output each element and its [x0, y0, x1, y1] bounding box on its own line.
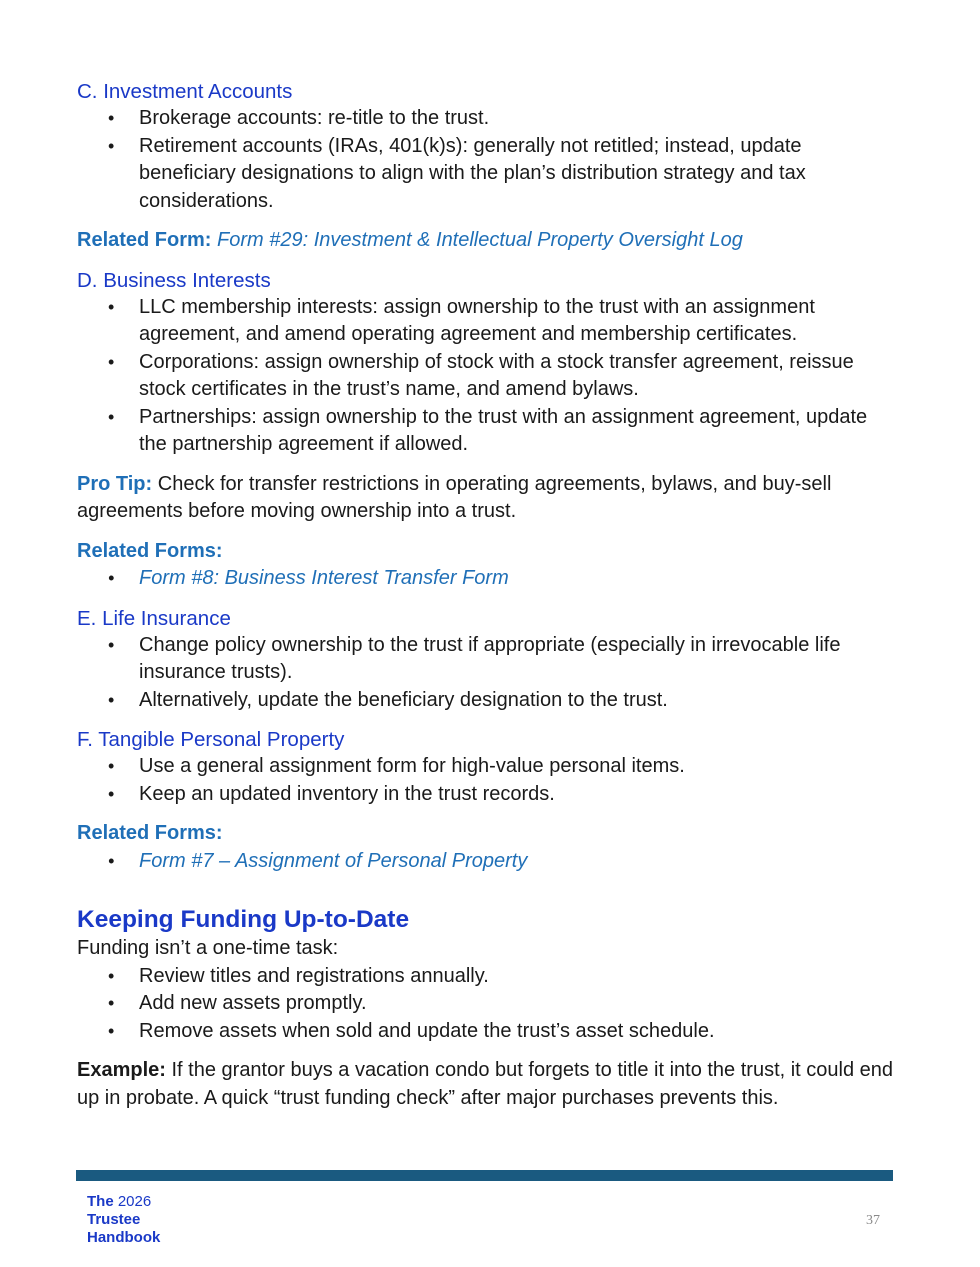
tangible-property-list: [77, 753, 897, 808]
list-item: • Alternatively, update the beneficiary designation to the trust.: [77, 687, 897, 715]
example-label: Example:: [77, 1059, 166, 1081]
list-item: • Retirement accounts (IRAs, 401(k)s): generally not retitled; instead, update beneficiary designations to align with the plan’s distribution strategy and tax considerations.: [77, 133, 897, 216]
list-item: • Brokerage accounts: re-title to the trust.: [77, 105, 897, 133]
brand-the: The: [87, 1193, 114, 1210]
business-interests-list: [77, 294, 897, 459]
section-heading-business-interests: D. Business Interests: [77, 268, 271, 292]
example-paragraph: [77, 1057, 897, 1112]
footer-brand: [87, 1193, 160, 1247]
life-insurance-list: [77, 632, 897, 715]
keeping-intro: Funding isn’t a one-time task:: [77, 937, 339, 959]
pro-tip: [77, 471, 897, 526]
page-content: [77, 78, 897, 1112]
brand-trustee: Trustee: [87, 1211, 141, 1228]
related-form-link[interactable]: Form #29: Investment & Intellectual Property Oversight Log: [217, 229, 743, 251]
list-item: • Partnerships: assign ownership to the trust with an assignment agreement, update the partnership agreement if allowed.: [77, 404, 897, 459]
list-item: • Add new assets promptly.: [77, 990, 897, 1018]
list-item: • Use a general assignment form for high-value personal items.: [77, 753, 897, 781]
list-item: • Change policy ownership to the trust if appropriate (especially in irrevocable life insurance trusts).: [77, 632, 897, 687]
related-form-label: Related Form:: [77, 229, 212, 251]
related-form-link[interactable]: • Form #8: Business Interest Transfer Form: [77, 565, 897, 593]
related-forms-list: [77, 565, 897, 593]
related-forms-list: [77, 848, 897, 876]
list-item: • Corporations: assign ownership of stock with a stock transfer agreement, reissue stock certificates in the trust’s name, and amend bylaws.: [77, 349, 897, 404]
related-forms-label: Related Forms:: [77, 822, 223, 844]
section-heading-keeping-funding: Keeping Funding Up-to-Date: [77, 906, 410, 933]
pro-tip-text: Check for transfer restrictions in operating agreements, bylaws, and buy-sell agreements before moving ownership into a trust.: [77, 472, 832, 522]
list-item: • Review titles and registrations annually.: [77, 963, 897, 991]
list-item: • Remove assets when sold and update the trust’s asset schedule.: [77, 1018, 897, 1046]
brand-handbook: Handbook: [87, 1229, 161, 1246]
list-item: • LLC membership interests: assign ownership to the trust with an assignment agreement, and amend operating agreement and membership certificates.: [77, 294, 897, 349]
brand-year: 2026: [117, 1193, 152, 1210]
list-item: • Keep an updated inventory in the trust records.: [77, 781, 897, 809]
investment-accounts-list: [77, 105, 897, 215]
footer-bar: [76, 1170, 893, 1181]
pro-tip-label: Pro Tip:: [77, 472, 153, 495]
related-form-link[interactable]: • Form #7 – Assignment of Personal Property: [77, 848, 897, 876]
related-form-line: [77, 227, 897, 255]
example-text: If the grantor buys a vacation condo but forgets to title it into the trust, it could end up in probate. A quick “trust funding check” after major purchases prevents this.: [77, 1059, 894, 1109]
section-heading-investment-accounts: C. Investment Accounts: [77, 80, 293, 103]
section-heading-tangible-property: F. Tangible Personal Property: [77, 728, 345, 751]
section-heading-life-insurance: E. Life Insurance: [77, 606, 231, 630]
page-number: 37: [866, 1213, 880, 1228]
keeping-funding-list: [77, 963, 897, 1046]
related-forms-label: Related Forms:: [77, 539, 223, 562]
